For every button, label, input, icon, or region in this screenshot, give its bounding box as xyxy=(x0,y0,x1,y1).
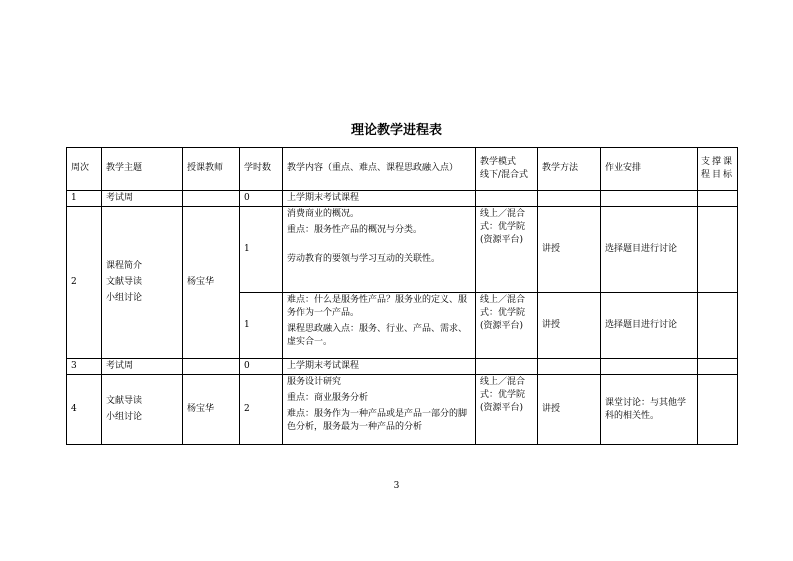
content-cell: 上学期末考试课程 xyxy=(283,359,476,375)
hours-cell: 2 xyxy=(240,375,283,445)
mode-cell xyxy=(476,191,538,207)
header-content: 教学内容（重点、难点、课程思政融入点） xyxy=(283,148,476,191)
content-cell xyxy=(283,207,476,293)
support-cell xyxy=(698,293,738,359)
week-cell: 2 xyxy=(67,207,102,359)
content-line: 劳动教育的要领与学习互动的关联性。 xyxy=(287,254,441,265)
homework-cell: 选择题目进行讨论 xyxy=(601,207,698,293)
support-cell xyxy=(698,191,738,207)
mode-cell xyxy=(476,359,538,375)
hours-cell: 0 xyxy=(240,359,283,375)
method-cell xyxy=(538,191,601,207)
header-homework: 作业安排 xyxy=(601,148,698,191)
topic-line: 课程简介 xyxy=(106,260,143,271)
table-header-row xyxy=(67,148,738,191)
content-cell xyxy=(283,375,476,445)
topic-cell xyxy=(102,207,183,359)
homework-cell: 选择题目进行讨论 xyxy=(601,293,698,359)
header-mode xyxy=(476,148,538,191)
content-line: 消费商业的概况。 xyxy=(287,209,360,220)
content-cell: 上学期末考试课程 xyxy=(283,191,476,207)
header-mode-line1: 教学模式 xyxy=(480,156,517,167)
method-cell: 讲授 xyxy=(538,293,601,359)
content-cell xyxy=(283,293,476,359)
content-line: 课程思政融入点：服务、行业、产品、需求、虚实合一。 xyxy=(287,324,468,348)
header-topic: 教学主题 xyxy=(102,148,183,191)
teacher-cell: 杨宝华 xyxy=(183,207,240,359)
method-cell: 讲授 xyxy=(538,207,601,293)
topic-line: 小组讨论 xyxy=(106,293,143,304)
mode-cell: 线上／混合式：优学院(资源平台) xyxy=(476,293,538,359)
table-row xyxy=(67,359,738,375)
content-line: 难点：服务作为一种产品或是产品一部分的脚色分析，服务最为一种产品的分析 xyxy=(287,409,468,433)
topic-line: 小组讨论 xyxy=(106,412,143,423)
topic-cell: 考试周 xyxy=(102,191,183,207)
content-line: 重点：商业服务分析 xyxy=(287,393,369,404)
topic-line: 文献导读 xyxy=(106,396,143,407)
header-method: 教学方法 xyxy=(538,148,601,191)
week-cell: 1 xyxy=(67,191,102,207)
table-row xyxy=(67,191,738,207)
table-row xyxy=(67,375,738,445)
hours-cell: 1 xyxy=(240,293,283,359)
teacher-cell xyxy=(183,191,240,207)
header-teacher: 授课教师 xyxy=(183,148,240,191)
method-cell: 讲授 xyxy=(538,375,601,445)
teacher-cell xyxy=(183,359,240,375)
hours-cell: 1 xyxy=(240,207,283,293)
support-cell xyxy=(698,207,738,293)
teaching-schedule-table xyxy=(66,147,738,445)
page-title: 理论教学进程表 xyxy=(350,123,442,138)
topic-line: 文献导读 xyxy=(106,277,143,288)
homework-cell xyxy=(601,359,698,375)
hours-cell: 0 xyxy=(240,191,283,207)
support-cell xyxy=(698,375,738,445)
page-number: 3 xyxy=(393,481,400,491)
content-line: 服务设计研究 xyxy=(287,377,342,388)
table-row xyxy=(67,207,738,293)
mode-cell: 线上／混合式：优学院(资源平台) xyxy=(476,207,538,293)
content-line: 重点：服务性产品的概况与分类。 xyxy=(287,225,423,236)
teacher-cell: 杨宝华 xyxy=(183,375,240,445)
homework-cell xyxy=(601,191,698,207)
header-mode-line2: 线下/混合式 xyxy=(480,170,529,180)
header-hours: 学时数 xyxy=(240,148,283,191)
topic-cell xyxy=(102,375,183,445)
week-cell: 4 xyxy=(67,375,102,445)
support-cell xyxy=(698,359,738,375)
content-line: 难点：什么是服务性产品？服务业的定义、服务作为一个产品。 xyxy=(287,295,468,319)
topic-cell: 考试周 xyxy=(102,359,183,375)
header-week: 周次 xyxy=(67,148,102,191)
method-cell xyxy=(538,359,601,375)
header-support: 支撑课程目标 xyxy=(698,148,738,191)
homework-cell: 课堂讨论：与其他学科的相关性。 xyxy=(601,375,698,445)
mode-cell: 线上／混合式：优学院(资源平台) xyxy=(476,375,538,445)
week-cell: 3 xyxy=(67,359,102,375)
